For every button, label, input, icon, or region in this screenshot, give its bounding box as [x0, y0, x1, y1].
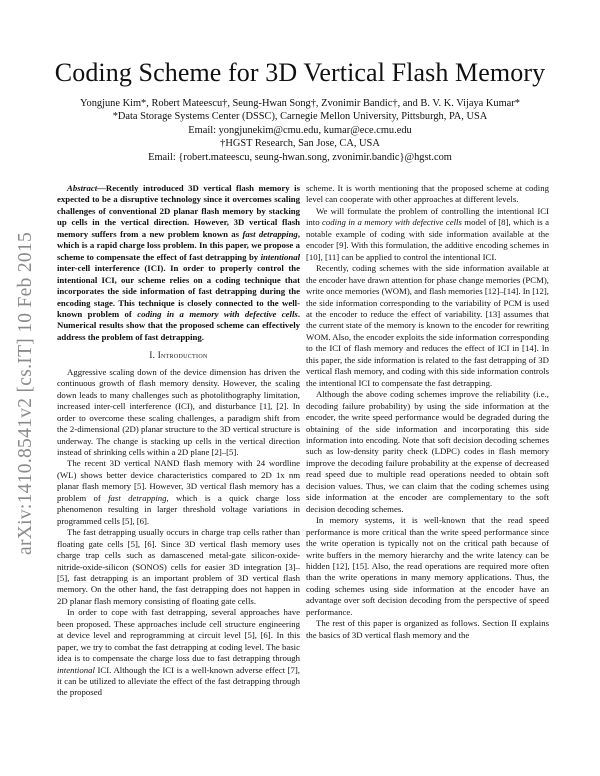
- section-number: I.: [149, 350, 156, 361]
- right-paragraph-3: Although the above coding schemes improve the reliability (i.e., decoding failure probability) by using the side information at the encoder, the write speed performance would be degraded during the obtaining of the side information and incorporating this side information into encoding. Note that soft decision decoding schemes such as low-density parity check (LDPC) codes in flash memory improve the decoding failure probability at the expense of decreased read speed due to multiple read operations needed to obtain soft decision values. Thus, we can claim that the coding schemes using side information at the encoder are complementary to the soft decision decoding schemes.: [306, 389, 549, 514]
- intro-paragraph-4-text-b: ICI. Although the ICI is a well-known adverse effect [7], it can be utilized to alleviate the effect of the fast detrapping through the proposed: [57, 664, 300, 698]
- intro-paragraph-2: [57, 458, 300, 527]
- email-cmu: Email: yongjunekim@cmu.edu, kumar@ece.cmu.edu: [188, 124, 412, 136]
- section-title: Introduction: [157, 350, 208, 361]
- right-paragraph-2: Recently, coding schemes with the side information available at the encoder have drawn attention for phase change memories (PCM), write once memories (WOM), and flash memories [12]–[14]. In [12], the side information corresponding to the variability of PCM is used at the encoder to reduce the effect of variability. [13] assumes that the current state of the memory is known to the encoder for rewriting WOM. Also, the encoder exploits the side information corresponding to the ICI of flash memory and reduces the effect of ICI in [14]. In this paper, the side information is related to the fast detrapping of 3D vertical flash memory, and coding with this side information controls the intentional ICI to compensate the fast detrapping.: [306, 263, 549, 388]
- email-hgst: Email: {robert.mateescu, seung-hwan.song, zvonimir.bandic}@hgst.com: [148, 151, 452, 163]
- intro-paragraph-4: [57, 607, 300, 699]
- abstract-emphasis-3: coding in a memory with defective cells: [137, 308, 298, 319]
- right-column: [306, 183, 549, 641]
- author-names: Yongjune Kim*, Robert Mateescu†, Seung-Hwan Song†, Zvonimir Bandic†, and B. V. K. Vijaya Kumar*: [80, 98, 520, 109]
- intro-paragraph-3: The fast detrapping usually occurs in charge trap cells rather than floating gate cells [5], [6]. Since 3D vertical flash memory uses charge trap cells such as damascened metal-gate silicon-oxide-nitride-oxide-silicon (SONOS) cells for easier 3D integration [3]–[5], fast detrapping is an important problem of 3D vertical flash memory. On the other hand, the fast detrapping does not happen in 2D planar flash memory consisting of floating gate cells.: [57, 527, 300, 606]
- left-column: [57, 183, 300, 699]
- affiliation-hgst: †HGST Research, San Jose, CA, USA: [220, 138, 380, 150]
- right-paragraph-1-text-b: model of [8], which is a notable example of coding with side information available at the encoder [9]. With this formulation, the additive encoding schemes in [10], [11] can be applied to control the intentional ICI.: [306, 217, 549, 262]
- paper-title: Coding Scheme for 3D Vertical Flash Memory: [54, 58, 546, 87]
- abstract-text-4: . Numerical results show that the proposed scheme can effectively address the problem of fast detrapping.: [57, 308, 300, 342]
- abstract-emphasis-1: fast detrapping: [242, 228, 298, 239]
- intro-paragraph-4-emphasis: intentional: [57, 664, 95, 675]
- right-paragraph-4: In memory systems, it is well-known that the read speed performance is more critical than the write speed performance since the write operation is typically not on the critical path because of write buffers in the memory hierarchy and the write latency can be hidden [12], [15]. Also, the read operations are required more often than the write operations in many memory applications. Thus, the coding schemes using side information at the encoder have an advantage over soft decision decoding from the perspective of speed performance.: [306, 515, 549, 617]
- section-heading-introduction: [57, 350, 300, 361]
- intro-paragraph-4-text-a: In order to cope with fast detrapping, several approaches have been proposed. These approaches include cell structure engineering at device level and reprogramming at circuit level [5], [6]. In this paper, we try to combat the fast detrapping at coding level. The basic idea is to compensate the charge loss due to fast detrapping through: [57, 607, 300, 664]
- right-paragraph-1-emphasis: coding in a memory with defective cells: [322, 217, 462, 228]
- author-block: [40, 97, 560, 164]
- abstract-text-2: , which is a rapid charge loss problem. In this paper, we propose a scheme to compensate the effect of fast detrapping by: [57, 228, 300, 262]
- affiliation-cmu: *Data Storage Systems Center (DSSC), Carnegie Mellon University, Pittsburgh, PA, USA: [112, 111, 488, 123]
- abstract-label: Abstract: [67, 183, 98, 193]
- abstract-text-3: inter-cell interference (ICI). In order to properly control the intentional ICI, our scheme relies on a coding technique that incorporates the side information of fast detrapping during the encoding stage. This technique is closely connected to the well-known problem of: [57, 263, 300, 319]
- intro-paragraph-2-text-b: , which is a quick charge loss phenomenon resulting in larger threshold voltage variations in programmed cells [5], [6].: [57, 492, 300, 526]
- right-paragraph-1-text-a: We will formulate the problem of controlling the intentional ICI into: [306, 205, 549, 228]
- right-paragraph-0: scheme. It is worth mentioning that the proposed scheme at coding level can cooperate with other approaches at different levels.: [306, 183, 549, 205]
- intro-paragraph-1: Aggressive scaling down of the device dimension has driven the continuous growth of flash memory density. However, the scaling down leads to many challenges such as photolithography limitation, increased inter-cell interference (ICI), and disturbance [1], [2]. In order to overcome these scaling challenges, a paradigm shift from the 2-dimensional (2D) planar structure to the 3D vertical structure is underway. The change is stacking up cells in the vertical direction instead of shrinking cells within a 2D plane [2]–[5].: [57, 366, 300, 457]
- intro-paragraph-2-text-a: The recent 3D vertical NAND flash memory with 24 wordline (WL) shows better device characteristics compared to 2D 1x nm planar flash memory [5]. However, 3D vertical flash memory has a problem of: [57, 458, 300, 503]
- right-paragraph-1: [306, 206, 549, 263]
- abstract: [57, 183, 300, 343]
- abstract-text-1: —Recently introduced 3D vertical flash memory is expected to be a disruptive technology since it overcomes scaling challenges of conventional 2D planar flash memory by stacking up cells in the vertical direction. However, 3D vertical flash memory suffers from a new problem known as: [57, 183, 300, 239]
- intro-paragraph-2-emphasis: fast detrapping: [108, 492, 167, 503]
- arxiv-watermark: arXiv:1410.8541v2 [cs.IT] 10 Feb 2015: [15, 231, 36, 555]
- abstract-emphasis-2: intentional: [260, 251, 300, 262]
- right-paragraph-5: The rest of this paper is organized as follows. Section II explains the basics of 3D vertical flash memory and the: [306, 618, 549, 640]
